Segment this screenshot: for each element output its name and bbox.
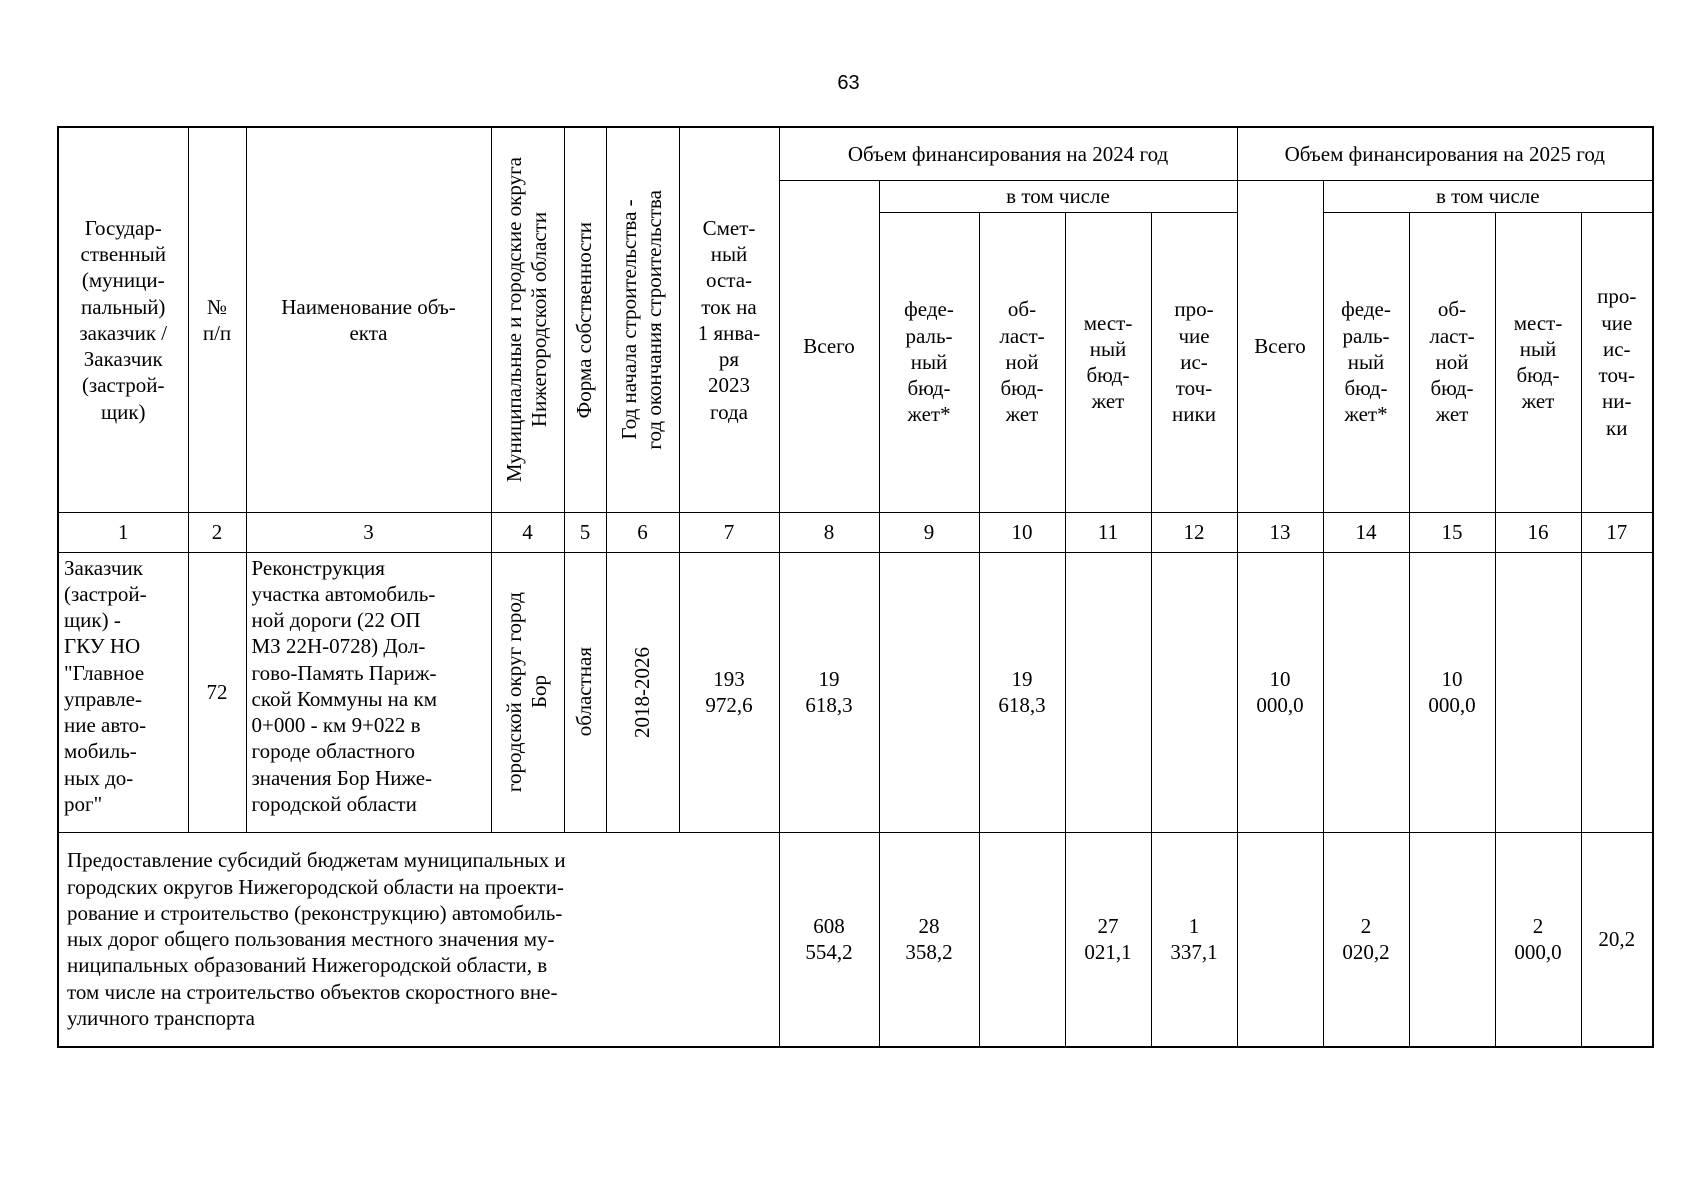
header-including-2024: в том числе [879, 180, 1237, 212]
row-years-text: 2018-2026 [629, 646, 654, 738]
header-regional-2024: об- ласт- ной бюд- жет [979, 212, 1065, 512]
header-years-text: Год начала строительства - год окончания строительства [617, 189, 667, 450]
header-federal-2025: феде- раль- ный бюд- жет* [1323, 212, 1409, 512]
column-number: 8 [779, 512, 879, 552]
summary-regional-2024: 27 021,1 [1065, 832, 1151, 1047]
row-object-name: Реконструкция участка автомобиль- ной дороги (22 ОП МЗ 22Н-0728) Дол- гово-Память Париж- ской Коммуны на км 0+000 - км 9+022 в городе областного значения Бор Ниже- городской области [246, 552, 491, 832]
column-number: 12 [1151, 512, 1237, 552]
table-row [58, 552, 1653, 832]
header-row-1 [58, 127, 1653, 180]
header-federal-2024: феде- раль- ный бюд- жет* [879, 212, 979, 512]
column-number: 10 [979, 512, 1065, 552]
header-including-2025: в том числе [1323, 180, 1653, 212]
row-district-text: городской округ город Бор [502, 591, 552, 793]
summary-row [58, 832, 1653, 1047]
column-number: 14 [1323, 512, 1409, 552]
header-years [606, 127, 679, 512]
summary-local-2025: 20,2 [1581, 832, 1653, 1047]
summary-federal-2025 [1409, 832, 1495, 1047]
row-federal-2024 [879, 552, 979, 832]
row-years [606, 552, 679, 832]
header-fin-2025: Объем финансирования на 2025 год [1237, 127, 1653, 180]
header-local-2025: мест- ный бюд- жет [1495, 212, 1581, 512]
row-federal-2025 [1323, 552, 1409, 832]
column-number: 13 [1237, 512, 1323, 552]
header-regional-2025: об- ласт- ной бюд- жет [1409, 212, 1495, 512]
row-balance: 193 972,6 [679, 552, 779, 832]
header-district [491, 127, 564, 512]
header-other-2024: про- чие ис- точ- ники [1151, 212, 1237, 512]
row-number: 72 [188, 552, 246, 832]
row-ownership-text: областная [572, 647, 597, 737]
summary-balance: 608 554,2 [779, 832, 879, 1047]
header-object-name: Наименование объ- екта [246, 127, 491, 512]
financing-table [57, 126, 1654, 1048]
row-total-2024: 19 618,3 [779, 552, 879, 832]
summary-text: Предоставление субсидий бюджетам муниципальных и городских округов Нижегородской области на проекти- рование и строительство (реконструкцию) автомобиль- ных дорог общего пользования местного значения му- ниципальных образований Нижегородской области, в том числе на строительство объектов скоростного вне- уличного транспорта [58, 832, 779, 1047]
summary-other-2024 [1237, 832, 1323, 1047]
header-other-2025: про- чие ис- точ- ни- ки [1581, 212, 1653, 512]
column-number: 15 [1409, 512, 1495, 552]
column-number: 1 [58, 512, 188, 552]
column-number: 4 [491, 512, 564, 552]
summary-federal-2024 [979, 832, 1065, 1047]
header-local-2024: мест- ный бюд- жет [1065, 212, 1151, 512]
column-number: 3 [246, 512, 491, 552]
page-number: 63 [837, 72, 860, 94]
header-district-text: Муниципальные и городские округа Нижегородской области [502, 157, 552, 483]
column-number: 2 [188, 512, 246, 552]
row-total-2025: 10 000,0 [1237, 552, 1323, 832]
summary-regional-2025: 2 000,0 [1495, 832, 1581, 1047]
summary-total-2024: 28 358,2 [879, 832, 979, 1047]
summary-local-2024: 1 337,1 [1151, 832, 1237, 1047]
row-regional-2025: 10 000,0 [1409, 552, 1495, 832]
column-number: 5 [564, 512, 606, 552]
row-other-2025 [1581, 552, 1653, 832]
column-number: 17 [1581, 512, 1653, 552]
column-number: 16 [1495, 512, 1581, 552]
row-ownership [564, 552, 606, 832]
column-number: 11 [1065, 512, 1151, 552]
column-number: 9 [879, 512, 979, 552]
column-numbers-row [58, 512, 1653, 552]
header-total-2025: Всего [1237, 180, 1323, 512]
header-customer: Государ- ственный (муници- пальный) заказчик / Заказчик (застрой- щик) [58, 127, 188, 512]
row-regional-2024: 19 618,3 [979, 552, 1065, 832]
column-number: 6 [606, 512, 679, 552]
row-local-2025 [1495, 552, 1581, 832]
row-district [491, 552, 564, 832]
header-ownership-text: Форма собственности [572, 221, 597, 418]
column-number: 7 [679, 512, 779, 552]
row-local-2024 [1065, 552, 1151, 832]
summary-total-2025: 2 020,2 [1323, 832, 1409, 1047]
header-fin-2024: Объем финансирования на 2024 год [779, 127, 1237, 180]
header-total-2024: Всего [779, 180, 879, 512]
row-customer: Заказчик (застрой- щик) - ГКУ НО "Главное управле- ние авто- мобиль- ных до- рог" [58, 552, 188, 832]
header-number: № п/п [188, 127, 246, 512]
header-ownership [564, 127, 606, 512]
row-other-2024 [1151, 552, 1237, 832]
header-balance: Смет- ный оста- ток на 1 янва- ря 2023 года [679, 127, 779, 512]
